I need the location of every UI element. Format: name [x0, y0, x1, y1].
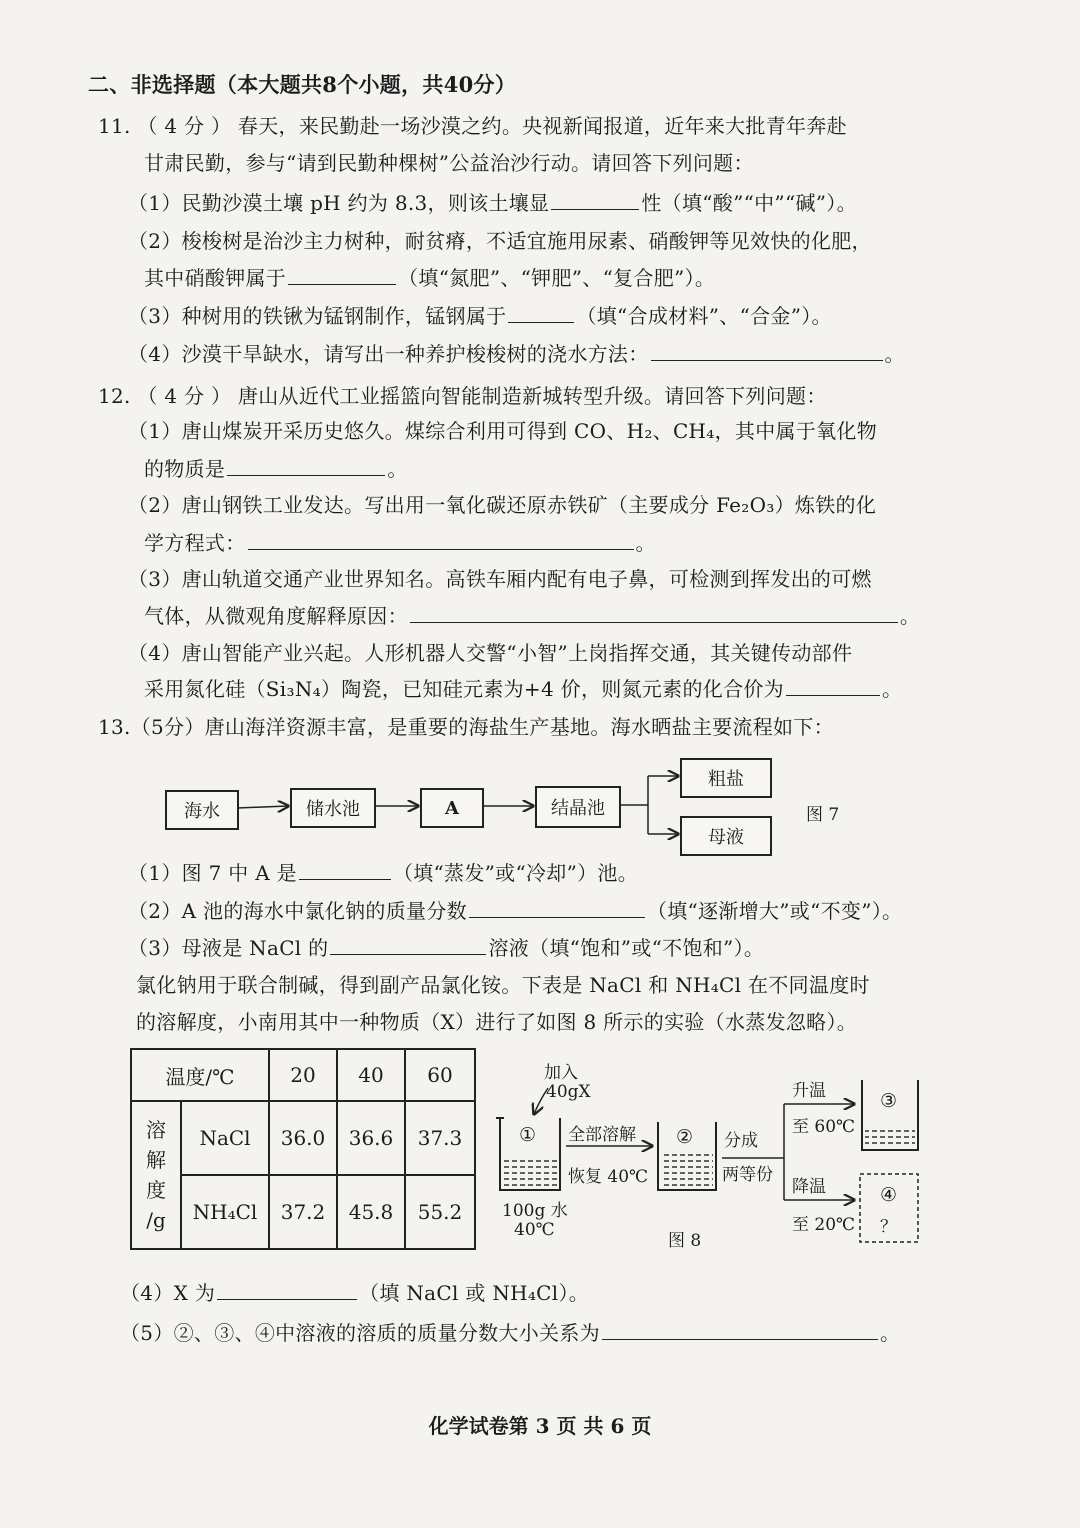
- q11-part4: （4）沙漠干旱缺水，请写出一种养护梭梭树的浇水方法： 。: [128, 342, 905, 366]
- fig8-cool-temp: 至 20℃: [792, 1215, 856, 1235]
- q13-part2: （2）A 池的海水中氯化钠的质量分数 （填“逐渐增大”或“不变”）。: [128, 899, 903, 923]
- table-cell: 36.6: [337, 1101, 405, 1175]
- page-footer: 化学试卷第 3 页 共 6 页: [428, 1414, 652, 1438]
- q13-intro-2: 的溶解度，小南用其中一种物质（X）进行了如图 8 所示的实验（水蒸发忽略）。: [136, 1010, 858, 1034]
- fig8-heat-label: 升温: [792, 1081, 826, 1101]
- q13-part4: （4）X 为 （填 NaCl 或 NH₄Cl）。: [120, 1281, 590, 1305]
- q12-part2-line2: 学方程式： 。: [144, 531, 656, 555]
- figure-8-caption: 图 8: [668, 1231, 702, 1251]
- q11-part3: （3）种树用的铁锹为锰钢制作，锰钢属于 （填“合成材料”、“合金”）。: [128, 304, 832, 328]
- q13-intro: 氯化钠用于联合制碱，得到副产品氯化铵。下表是 NaCl 和 NH₄Cl 在不同温度时: [136, 973, 870, 997]
- table-cell: 37.2: [269, 1175, 337, 1249]
- fig8-dissolve-label: 全部溶解: [568, 1125, 636, 1145]
- q13-stem: 13.（5分）唐山海洋资源丰富，是重要的海盐生产基地。海水晒盐主要流程如下：: [98, 715, 834, 739]
- flow-box-seawater: 海水: [165, 790, 239, 830]
- q12-part1-line2: 的物质是 。: [144, 457, 408, 481]
- fig8-cool-label: 降温: [792, 1177, 826, 1197]
- table-row-name: NH₄Cl: [181, 1175, 269, 1249]
- beaker-2-number: ②: [676, 1126, 694, 1148]
- table-header-temp: 温度/℃: [131, 1049, 269, 1101]
- flow-box-mother-liquor: 母液: [680, 816, 772, 856]
- fig8-add-label: 加入: [544, 1063, 578, 1083]
- q11-part2-line2: 其中硝酸钾属于 （填“氮肥”、“钾肥”、“复合肥”）。: [144, 266, 716, 290]
- q13-part5: （5）②、③、④中溶液的溶质的质量分数大小关系为 。: [120, 1321, 901, 1345]
- flow-box-crystallizer: 结晶池: [535, 786, 621, 828]
- q11-stem-2: 甘肃民勤，参与“请到民勤种棵树”公益治沙行动。请回答下列问题：: [144, 151, 754, 175]
- q12-part3: （3）唐山轨道交通产业世界知名。高铁车厢内配有电子鼻，可检测到挥发出的可燃: [128, 567, 872, 591]
- q11-stem: 11. （ 4 分 ） 春天，来民勤赴一场沙漠之约。央视新闻报道，近年来大批青年奔赴: [98, 114, 847, 138]
- q12-part4: （4）唐山智能产业兴起。人形机器人交警“小智”上岗指挥交通，其关键传动部件: [128, 641, 853, 665]
- table-cell: 45.8: [337, 1175, 405, 1249]
- table-header-cell: 20: [269, 1049, 337, 1101]
- fig8-split-label-2: 两等份: [722, 1165, 773, 1185]
- fig8-water-temp: 40℃: [514, 1220, 555, 1240]
- q13-part1: （1）图 7 中 A 是 （填“蒸发”或“冷却”）池。: [128, 861, 639, 885]
- flow-box-a: A: [420, 788, 484, 828]
- q11-part1: （1）民勤沙漠土壤 pH 约为 8.3，则该土壤显 性（填“酸”“中”“碱”）。: [128, 191, 857, 215]
- fig8-water-label: 100g 水: [502, 1201, 568, 1221]
- fig8-heat-temp: 至 60℃: [792, 1117, 856, 1137]
- answer-blank[interactable]: [602, 1321, 878, 1340]
- q12-part3-line2: 气体，从微观角度解释原因： 。: [144, 604, 921, 628]
- beaker-1-number: ①: [519, 1124, 537, 1146]
- flow-box-coarse-salt: 粗盐: [680, 758, 772, 798]
- q13-part3: （3）母液是 NaCl 的 溶液（填“饱和”或“不饱和”）。: [128, 936, 765, 960]
- table-cell: 37.3: [405, 1101, 475, 1175]
- q12-part1: （1）唐山煤炭开采历史悠久。煤综合利用可得到 CO、H₂、CH₄，其中属于氧化物: [128, 419, 878, 443]
- beaker-3-number: ③: [880, 1090, 898, 1112]
- fig8-add-amount: 40gX: [546, 1082, 591, 1102]
- beaker-4-number: ④: [880, 1184, 898, 1206]
- table-header-cell: 60: [405, 1049, 475, 1101]
- table-side-label: 溶 解 度 /g: [131, 1101, 181, 1249]
- q11-part2: （2）梭梭树是治沙主力树种，耐贫瘠，不适宜施用尿素、硝酸钾等见效快的化肥，: [128, 229, 872, 253]
- q12-part2: （2）唐山钢铁工业发达。写出用一氧化碳还原赤铁矿（主要成分 Fe₂O₃）炼铁的化: [128, 493, 877, 517]
- table-cell: 36.0: [269, 1101, 337, 1175]
- figure-7-caption: 图 7: [806, 805, 840, 825]
- beaker-4-question: ？: [880, 1217, 897, 1237]
- q12-part4-line2: 采用氮化硅（Si₃N₄）陶瓷，已知硅元素为+4 价，则氮元素的化合价为 。: [144, 677, 903, 701]
- section-title: 二、非选择题（本大题共8个小题，共40分）: [88, 72, 517, 97]
- fig8-split-label: 分成: [724, 1131, 758, 1151]
- table-header-cell: 40: [337, 1049, 405, 1101]
- table-cell: 55.2: [405, 1175, 475, 1249]
- table-row-name: NaCl: [181, 1101, 269, 1175]
- flow-box-reservoir: 储水池: [290, 788, 376, 828]
- q12-stem: 12. （ 4 分 ） 唐山从近代工业摇篮向智能制造新城转型升级。请回答下列问题：: [98, 384, 827, 408]
- fig8-restore-label: 恢复 40℃: [568, 1167, 649, 1187]
- answer-blank[interactable]: [217, 1281, 357, 1300]
